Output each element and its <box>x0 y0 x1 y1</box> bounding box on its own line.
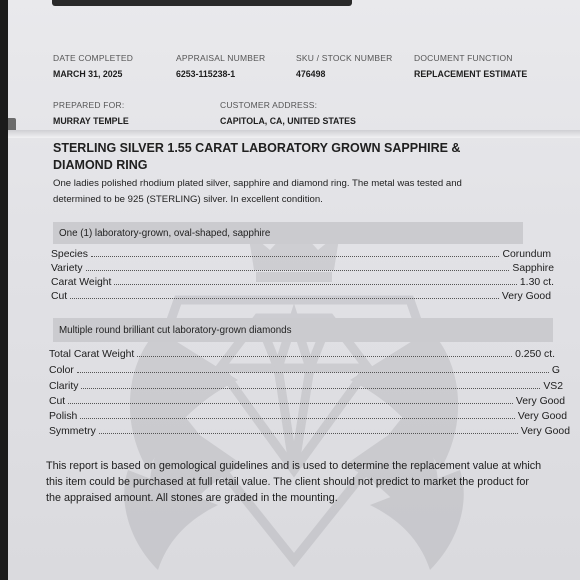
row-value: Very Good <box>515 396 565 407</box>
row-label: Polish <box>49 411 78 422</box>
diamond-row-symmetry <box>49 426 570 437</box>
leader-dots <box>137 355 512 357</box>
sku-label: SKU / STOCK NUMBER <box>296 53 393 63</box>
row-label: Color <box>49 365 74 376</box>
diamond-row-color <box>49 365 560 376</box>
leader-dots <box>77 371 549 373</box>
row-label: Cut <box>49 396 66 407</box>
leader-dots <box>99 432 518 434</box>
sapphire-heading-text: One (1) laboratory-grown, oval-shaped, sapphire <box>59 227 271 239</box>
sku-value: 476498 <box>296 69 326 79</box>
sapphire-row-carat-weight <box>51 277 554 288</box>
leader-dots <box>86 269 510 271</box>
diamonds-heading-text: Multiple round brilliant cut laboratory-grown diamonds <box>59 324 292 336</box>
report-disclaimer <box>46 458 580 506</box>
leader-dots <box>91 255 500 257</box>
row-value: Very Good <box>520 426 570 437</box>
disclaimer-line: the appraised amount. All stones are graded in the mounting. <box>46 492 338 504</box>
diamonds-section-heading <box>53 318 553 342</box>
row-value: 1.30 ct. <box>519 277 554 288</box>
prepared-for-value: MURRAY TEMPLE <box>53 116 129 126</box>
sapphire-section-heading <box>53 222 523 244</box>
date-completed-value: MARCH 31, 2025 <box>53 69 123 79</box>
item-title-line: DIAMOND RING <box>53 158 148 172</box>
date-completed-label: DATE COMPLETED <box>53 53 134 63</box>
prepared-for-field <box>53 100 129 126</box>
prepared-for-label: PREPARED FOR: <box>53 100 125 110</box>
item-description-line: One ladies polished rhodium plated silver, sapphire and diamond ring. The metal was tested and <box>53 178 462 189</box>
leader-dots <box>70 297 499 299</box>
appraisal-number-value: 6253-115238-1 <box>176 69 236 79</box>
document-function-label: DOCUMENT FUNCTION <box>414 53 513 63</box>
diamond-row-polish <box>49 411 567 422</box>
appraisal-number-label: APPRAISAL NUMBER <box>176 53 266 63</box>
customer-address-value: CAPITOLA, CA, UNITED STATES <box>220 116 356 126</box>
disclaimer-line: this item could be purchased at full retail value. The client should not predict to market the product for <box>46 476 529 488</box>
sapphire-row-cut <box>51 291 551 302</box>
leader-dots <box>80 417 515 419</box>
item-title <box>53 140 523 174</box>
appraisal-document <box>8 0 580 580</box>
top-edge-bar <box>52 0 352 6</box>
appraisal-number-field <box>176 53 265 79</box>
sapphire-row-variety <box>51 263 554 274</box>
item-description-line: determined to be 925 (STERLING) silver. In excellent condition. <box>53 194 323 205</box>
row-value: G <box>551 365 560 376</box>
row-value: Very Good <box>501 291 551 302</box>
row-label: Total Carat Weight <box>49 349 135 360</box>
disclaimer-line: This report is based on gemological guidelines and is used to determine the replacement value at which <box>46 460 542 472</box>
item-description <box>53 176 523 208</box>
diamond-row-clarity <box>49 381 563 392</box>
row-value: VS2 <box>543 381 563 392</box>
diamond-row-cut <box>49 396 565 407</box>
date-completed-field <box>53 53 133 79</box>
row-value: 0.250 ct. <box>515 349 555 360</box>
document-function-field <box>414 53 527 79</box>
row-label: Carat Weight <box>51 277 112 288</box>
leader-dots <box>114 283 516 285</box>
paper-fold <box>8 130 580 138</box>
row-label: Cut <box>51 291 68 302</box>
customer-address-label: CUSTOMER ADDRESS: <box>220 100 318 110</box>
customer-address-field <box>220 100 356 126</box>
sapphire-row-species <box>51 249 551 260</box>
leader-dots <box>68 402 513 404</box>
row-label: Variety <box>51 263 83 274</box>
row-value: Sapphire <box>512 263 554 274</box>
row-value: Very Good <box>517 411 567 422</box>
document-function-value: REPLACEMENT ESTIMATE <box>414 69 528 79</box>
leader-dots <box>81 387 540 389</box>
row-value: Corundum <box>502 249 551 260</box>
row-label: Species <box>51 249 88 260</box>
row-label: Clarity <box>49 381 79 392</box>
sku-field <box>296 53 393 79</box>
diamond-row-total-carat-weight <box>49 349 555 360</box>
item-title-line: STERLING SILVER 1.55 CARAT LABORATORY GROWN SAPPHIRE & <box>53 141 461 155</box>
row-label: Symmetry <box>49 426 96 437</box>
